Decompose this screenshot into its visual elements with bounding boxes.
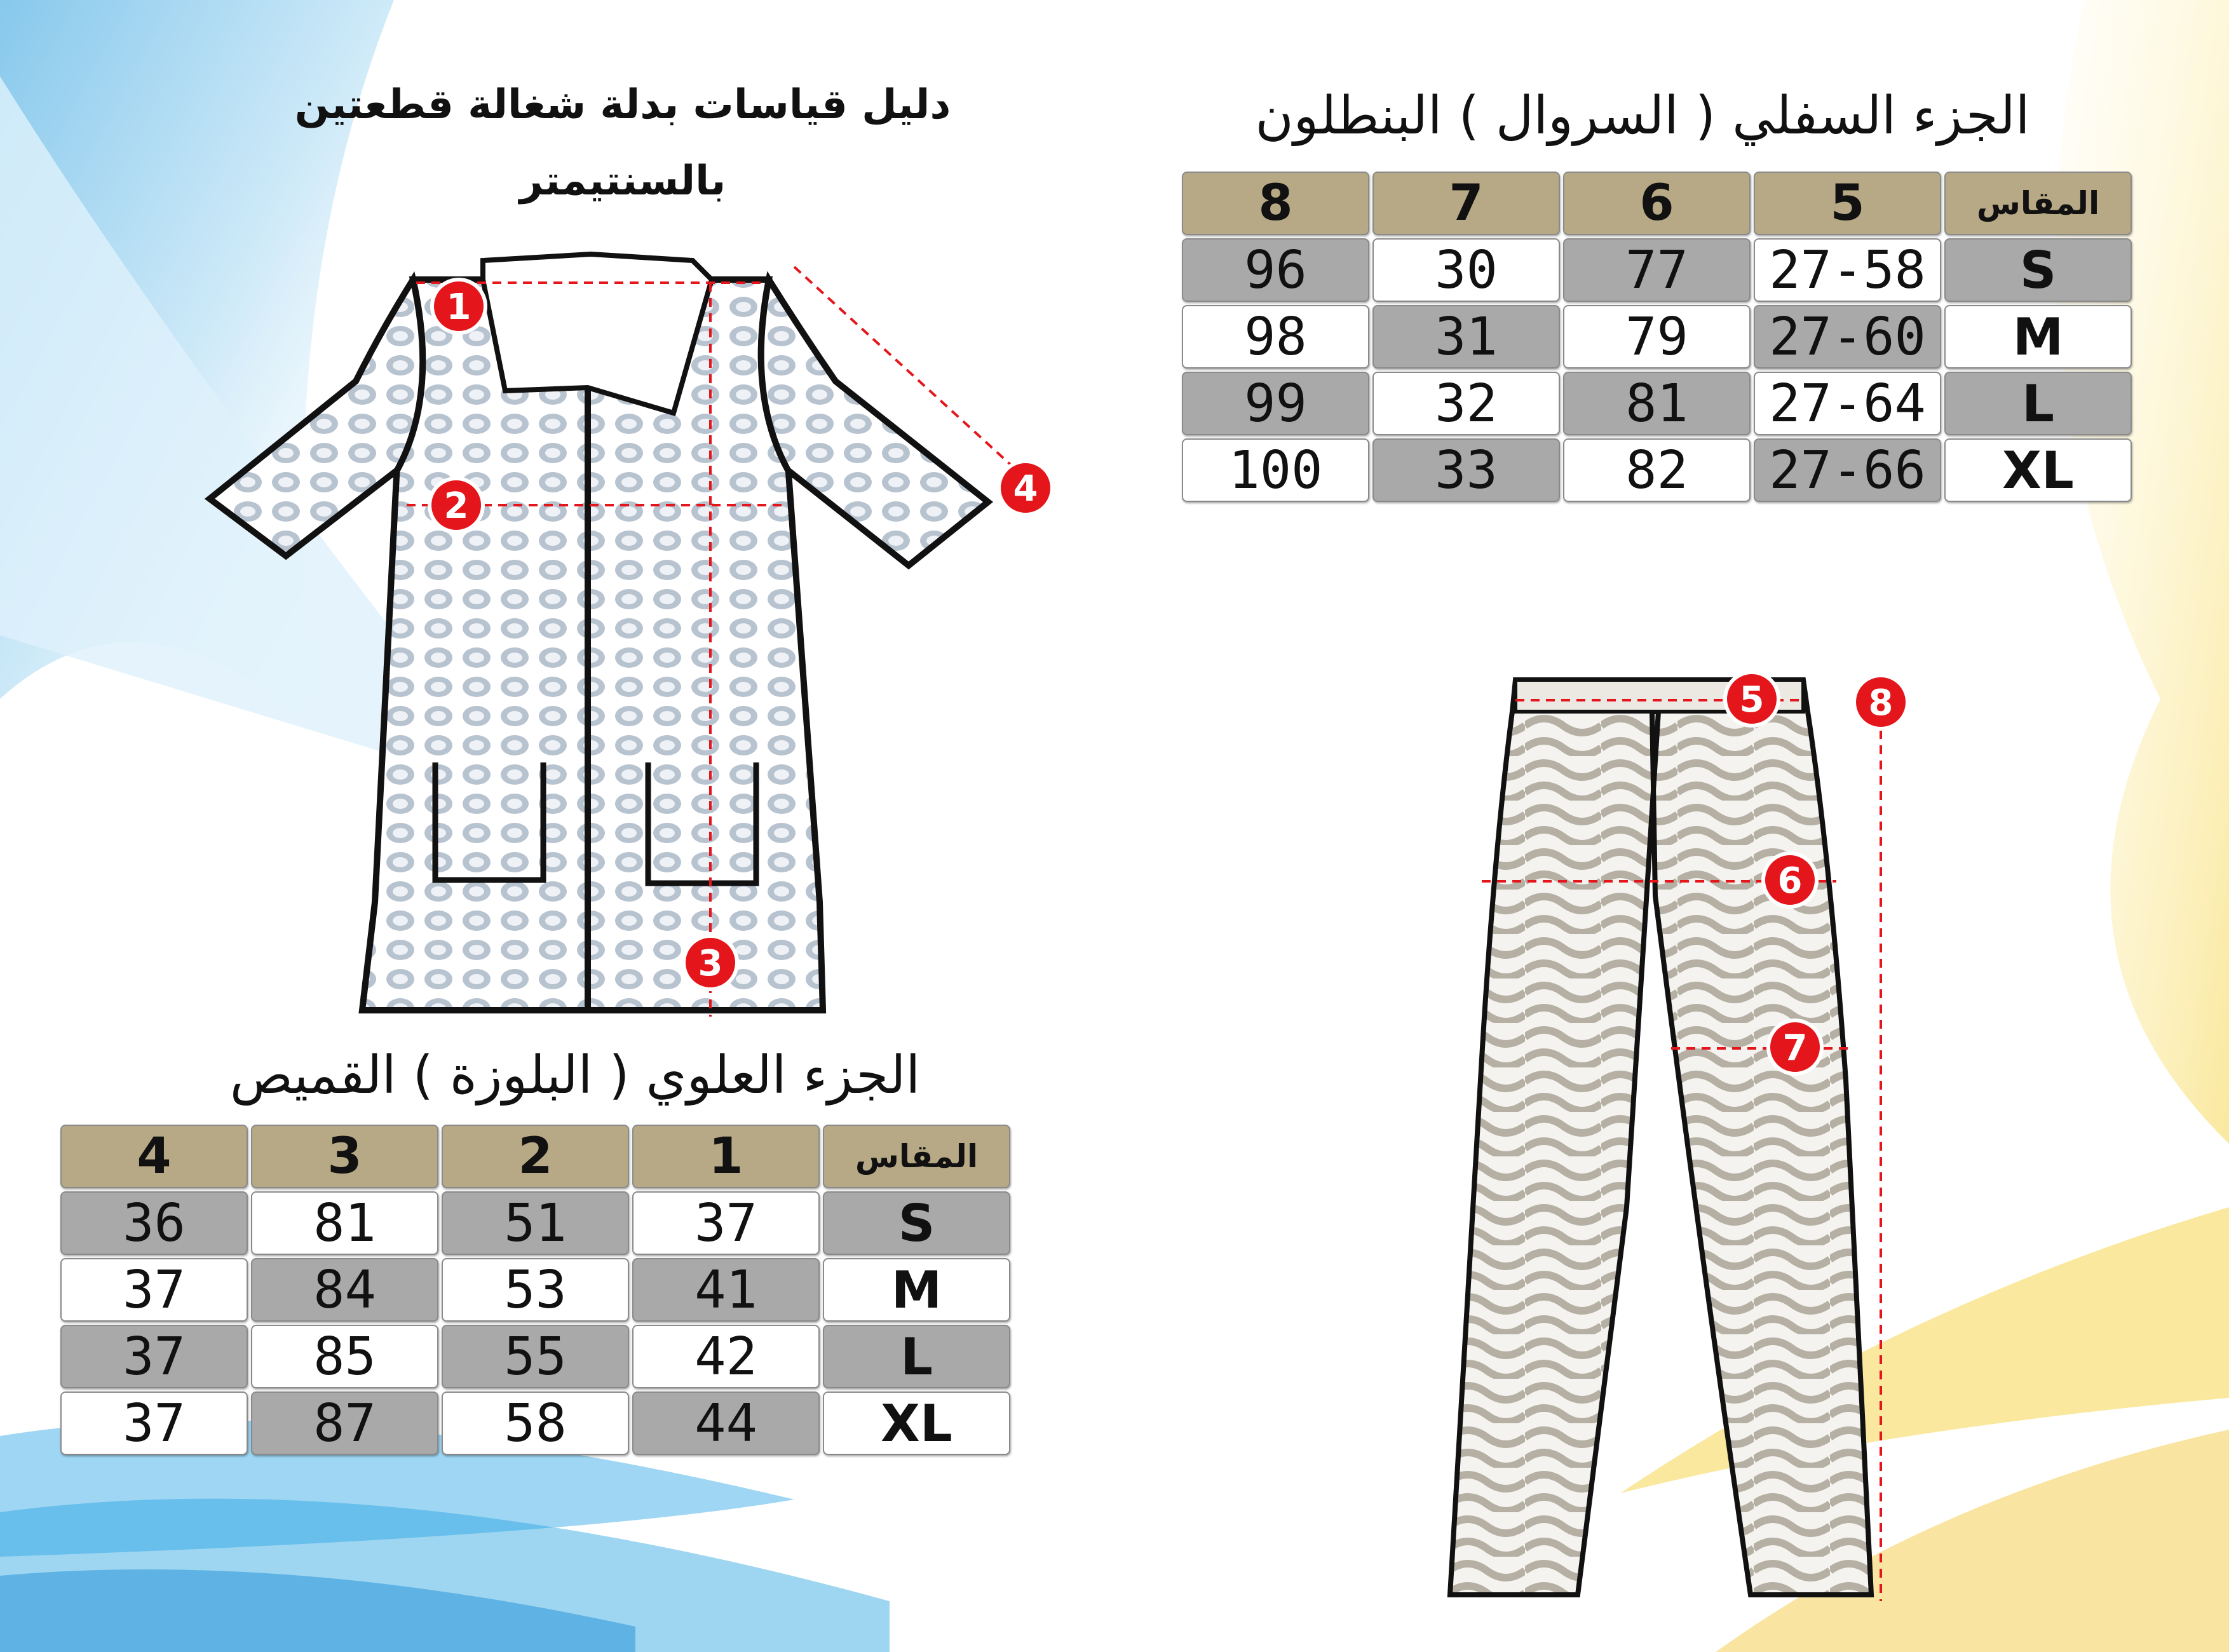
table-cell: 37 [60,1325,248,1388]
marker-6 [1763,853,1817,907]
top-size-table [57,1121,1013,1458]
header-col-7: 7 [1372,172,1560,235]
pants-body [1450,680,1871,1595]
marker-2 [430,478,483,532]
size-cell: XL [823,1391,1010,1455]
table-cell: 87 [251,1391,438,1455]
svg-text:8: 8 [1868,682,1894,724]
shirt-left-sleeve [210,280,423,556]
header-col-2: 2 [442,1125,629,1188]
svg-text:6: 6 [1777,860,1803,902]
table-cell: 33 [1372,438,1560,502]
marker-1 [432,280,485,333]
table-row [60,1325,1010,1388]
table-cell: 27-58 [1754,238,1941,302]
svg-text:5: 5 [1739,679,1765,721]
top-section-title: الجزء العلوي ( البلوزة ) القميص [229,1045,921,1106]
table-cell: 79 [1563,305,1751,369]
header-col-8: 8 [1182,172,1369,235]
table-row [1182,438,2132,502]
header-col-6: 6 [1563,172,1751,235]
table-cell: 82 [1563,438,1751,502]
table-cell: 37 [60,1258,248,1322]
table-cell: 36 [60,1191,248,1255]
shirt-illustration [191,241,1080,1029]
table-cell: 84 [251,1258,438,1322]
table-cell: 27-60 [1754,305,1941,369]
bottom-size-table [1179,168,2135,505]
header-col-4: 4 [60,1125,248,1188]
table-cell: 44 [632,1391,820,1455]
size-cell: L [823,1325,1010,1388]
table-cell: 30 [1372,238,1560,302]
marker-5 [1725,672,1778,726]
table-header-row [1182,172,2132,235]
table-row [60,1258,1010,1322]
table-cell: 77 [1563,238,1751,302]
table-cell: 85 [251,1325,438,1388]
table-cell: 27-64 [1754,372,1941,435]
header-size-label: المقاس [823,1125,1010,1188]
marker-4 [999,461,1052,515]
table-cell: 96 [1182,238,1369,302]
table-cell: 31 [1372,305,1560,369]
table-row [60,1191,1010,1255]
header-col-1: 1 [632,1125,820,1188]
size-cell: S [823,1191,1010,1255]
table-cell: 32 [1372,372,1560,435]
header-size-label: المقاس [1944,172,2132,235]
table-cell: 58 [442,1391,629,1455]
marker-8 [1854,675,1907,729]
table-cell: 27-66 [1754,438,1941,502]
page-title-line1: دليل قياسات بدلة شغالة قطعتين [294,81,951,128]
table-row [1182,238,2132,302]
table-cell: 55 [442,1325,629,1388]
svg-text:7: 7 [1782,1027,1808,1069]
svg-text:2: 2 [444,485,469,527]
svg-text:3: 3 [698,943,723,984]
table-cell: 81 [251,1191,438,1255]
table-cell: 41 [632,1258,820,1322]
svg-text:4: 4 [1013,468,1038,510]
bottom-section-title: الجزء السفلي ( السروال ) البنطلون [1255,86,2030,146]
table-row [1182,305,2132,369]
table-cell: 81 [1563,372,1751,435]
table-cell: 99 [1182,372,1369,435]
table-cell: 53 [442,1258,629,1322]
table-cell: 37 [632,1191,820,1255]
svg-text:1: 1 [446,287,471,328]
size-cell: M [823,1258,1010,1322]
table-cell: 37 [60,1391,248,1455]
pants-illustration [1423,661,1919,1614]
size-cell: S [1944,238,2132,302]
table-cell: 51 [442,1191,629,1255]
page-title-line2: بالسنتيمتر [519,158,726,205]
size-cell: XL [1944,438,2132,502]
header-col-5: 5 [1754,172,1941,235]
table-header-row [60,1125,1010,1188]
table-cell: 98 [1182,305,1369,369]
size-cell: M [1944,305,2132,369]
size-cell: L [1944,372,2132,435]
shirt-collar [483,254,712,413]
table-cell: 100 [1182,438,1369,502]
table-cell: 42 [632,1325,820,1388]
table-row [1182,372,2132,435]
marker-7 [1768,1020,1822,1074]
table-row [60,1391,1010,1455]
marker-3 [684,936,737,989]
header-col-3: 3 [251,1125,438,1188]
